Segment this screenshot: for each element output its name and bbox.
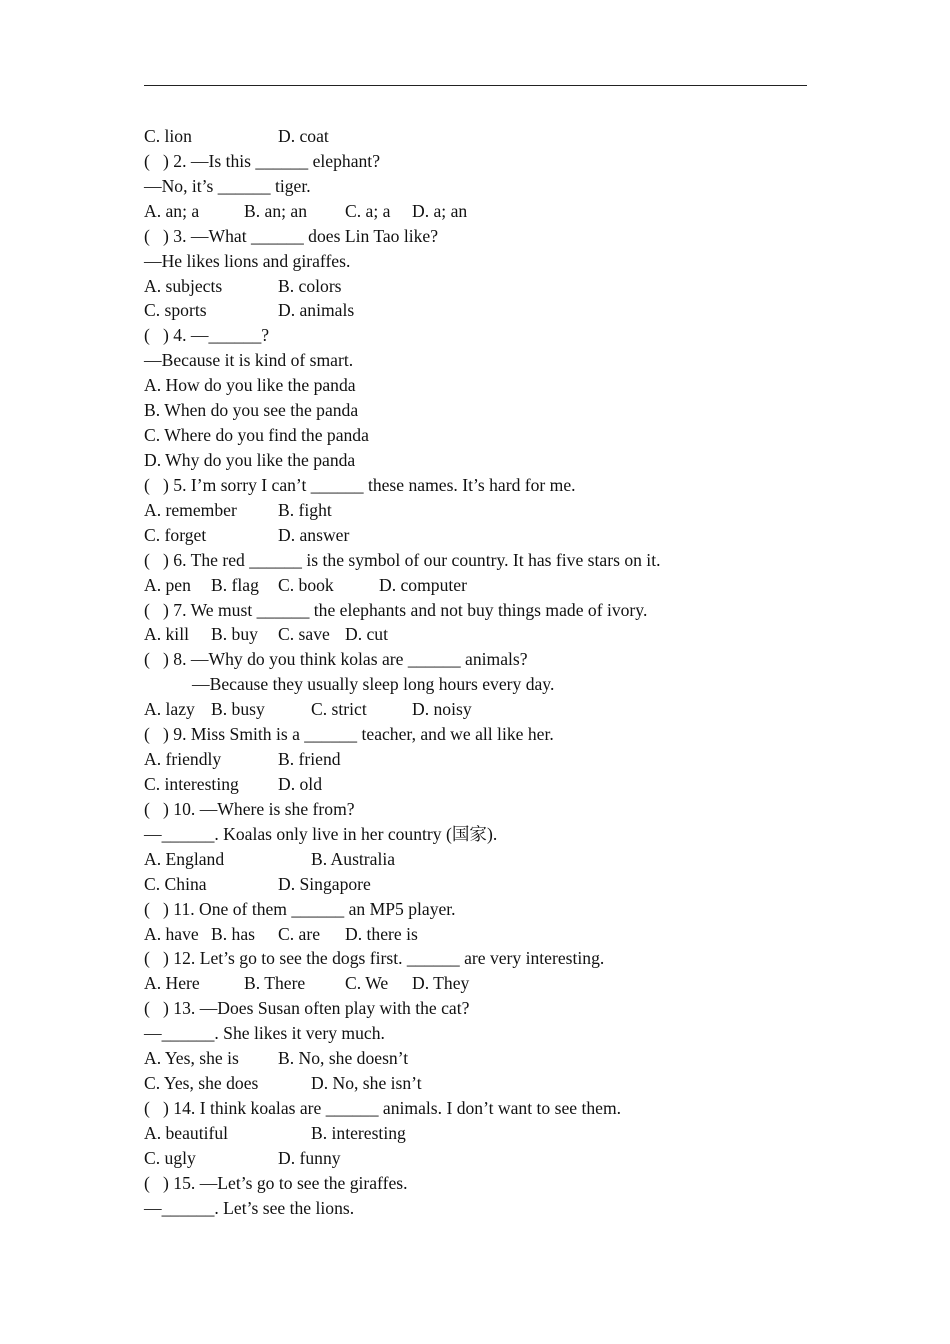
q4-reply-text: —Because it is kind of smart.: [144, 350, 354, 371]
q14-options-ab: [144, 1121, 844, 1146]
q2-stem: [144, 149, 844, 174]
q15-stem-text: ( ) 15. —Let’s go to see the giraffes.: [144, 1172, 408, 1193]
q10-stem: [144, 797, 844, 822]
q11-options-seg-2: B. has: [211, 923, 255, 944]
q15-reply: [144, 1196, 844, 1221]
q2-reply-text: —No, it’s ______ tiger.: [144, 175, 311, 196]
q10-reply: [144, 822, 844, 847]
q7-stem: [144, 598, 844, 623]
q15-reply-text: —______. Let’s see the lions.: [144, 1197, 355, 1218]
q5-options-ab-seg-1: A. remember: [144, 499, 237, 520]
q11-stem: [144, 897, 844, 922]
q7-options-seg-1: A. kill: [144, 624, 189, 645]
q14-stem: [144, 1096, 844, 1121]
q8-options-seg-3: C. strict: [311, 699, 367, 720]
q6-options-seg-2: B. flag: [211, 574, 259, 595]
q4-option-d: [144, 448, 844, 473]
q6-options-seg-3: C. book: [278, 574, 334, 595]
q2-stem-text: ( ) 2. —Is this ______ elephant?: [144, 150, 381, 171]
q13-options-cd-seg-2: D. No, she isn’t: [311, 1073, 422, 1094]
q3-options-cd: [144, 298, 844, 323]
q4-option-b-text: B. When do you see the panda: [144, 400, 359, 421]
q5-options-cd-seg-2: D. answer: [278, 524, 350, 545]
q13-options-cd-seg-1: C. Yes, she does: [144, 1073, 259, 1094]
q6-options-seg-1: A. pen: [144, 574, 191, 595]
q3-options-cd-seg-1: C. sports: [144, 300, 207, 321]
q15-stem: [144, 1171, 844, 1196]
q3-reply: [144, 249, 844, 274]
q8-options-seg-2: B. busy: [211, 699, 265, 720]
q6-stem: [144, 548, 844, 573]
q8-options-seg-1: A. lazy: [144, 699, 195, 720]
q14-stem-text: ( ) 14. I think koalas are ______ animals. I don’t want to see them.: [144, 1097, 622, 1118]
q8-options: [144, 697, 844, 722]
q1-options-cd-seg-1: C. lion: [144, 126, 192, 146]
q3-reply-text: —He likes lions and giraffes.: [144, 250, 351, 271]
q3-options-ab: [144, 274, 844, 299]
q11-options-seg-1: A. have: [144, 923, 199, 944]
q13-stem-text: ( ) 13. —Does Susan often play with the cat?: [144, 998, 470, 1019]
q12-stem-text: ( ) 12. Let’s go to see the dogs first. ______ are very interesting.: [144, 948, 605, 969]
q2-options-seg-2: B. an; an: [244, 200, 308, 221]
q2-reply: [144, 174, 844, 199]
q6-options: [144, 573, 844, 598]
q14-options-cd: [144, 1146, 844, 1171]
q4-option-a-text: A. How do you like the panda: [144, 375, 356, 396]
q4-stem: [144, 323, 844, 348]
q5-options-cd-seg-1: C. forget: [144, 524, 207, 545]
q14-options-ab-seg-1: A. beautiful: [144, 1122, 229, 1143]
q2-options-seg-1: A. an; a: [144, 200, 200, 221]
q8-reply: [144, 672, 844, 697]
q10-stem-text: ( ) 10. —Where is she from?: [144, 798, 355, 819]
q11-options-seg-4: D. there is: [345, 923, 418, 944]
q11-options: [144, 922, 844, 947]
q12-stem: [144, 946, 844, 971]
q7-options-seg-3: C. save: [278, 624, 330, 645]
q8-options-seg-4: D. noisy: [412, 699, 472, 720]
q7-options-seg-4: D. cut: [345, 624, 388, 645]
q9-stem-text: ( ) 9. Miss Smith is a ______ teacher, and we all like her.: [144, 724, 554, 745]
q9-options-cd-seg-2: D. old: [278, 773, 322, 794]
q12-options-seg-4: D. They: [412, 973, 470, 994]
q3-stem-text: ( ) 3. —What ______ does Lin Tao like?: [144, 225, 439, 246]
header-rule: [144, 85, 807, 86]
q2-options: [144, 199, 844, 224]
q2-options-seg-4: D. a; an: [412, 200, 468, 221]
q9-options-ab-seg-1: A. friendly: [144, 749, 222, 770]
q4-stem-text: ( ) 4. —______?: [144, 325, 270, 346]
q5-options-ab-seg-2: B. fight: [278, 499, 332, 520]
q8-stem-text: ( ) 8. —Why do you think kolas are ______ animals?: [144, 649, 528, 670]
q3-options-cd-seg-2: D. animals: [278, 300, 355, 321]
q13-options-ab-seg-2: B. No, she doesn’t: [278, 1048, 409, 1069]
q2-options-seg-3: C. a; a: [345, 200, 391, 221]
q9-stem: [144, 722, 844, 747]
q6-options-seg-4: D. computer: [379, 574, 467, 595]
q13-reply-text: —______. She likes it very much.: [144, 1023, 385, 1044]
q14-options-cd-seg-1: C. ugly: [144, 1147, 196, 1168]
q7-stem-text: ( ) 7. We must ______ the elephants and not buy things made of ivory.: [144, 599, 648, 620]
q6-stem-text: ( ) 6. The red ______ is the symbol of our country. It has five stars on it.: [144, 549, 661, 570]
q4-option-c-text: C. Where do you find the panda: [144, 425, 369, 446]
q9-options-cd: [144, 772, 844, 797]
q4-reply: [144, 348, 844, 373]
q13-options-ab-seg-1: A. Yes, she is: [144, 1048, 239, 1069]
q3-stem: [144, 224, 844, 249]
q10-options-ab: [144, 847, 844, 872]
q9-options-ab-seg-2: B. friend: [278, 749, 341, 770]
q5-options-ab: [144, 498, 844, 523]
q14-options-cd-seg-2: D. funny: [278, 1147, 341, 1168]
q7-options: [144, 622, 844, 647]
q4-option-a: [144, 373, 844, 398]
q12-options: [144, 971, 844, 996]
q10-options-cd-seg-1: C. China: [144, 873, 207, 894]
q1-options-cd-seg-2: D. coat: [278, 126, 329, 146]
q14-options-ab-seg-2: B. interesting: [311, 1122, 406, 1143]
q3-options-ab-seg-1: A. subjects: [144, 275, 223, 296]
q9-options-cd-seg-1: C. interesting: [144, 773, 239, 794]
q8-reply-text: —Because they usually sleep long hours every day.: [192, 674, 555, 695]
q13-options-ab: [144, 1046, 844, 1071]
q4-option-b: [144, 398, 844, 423]
q10-options-cd: [144, 872, 844, 897]
q11-stem-text: ( ) 11. One of them ______ an MP5 player.: [144, 898, 456, 919]
q12-options-seg-3: C. We: [345, 973, 389, 994]
q10-options-cd-seg-2: D. Singapore: [278, 873, 371, 894]
q12-options-seg-1: A. Here: [144, 973, 200, 994]
q4-option-d-text: D. Why do you like the panda: [144, 449, 356, 470]
q13-stem: [144, 996, 844, 1021]
q1-options-cd: [144, 124, 844, 149]
q5-stem-text: ( ) 5. I’m sorry I can’t ______ these names. It’s hard for me.: [144, 474, 576, 495]
exercise-content: [144, 124, 844, 1221]
q12-options-seg-2: B. There: [244, 973, 306, 994]
q5-stem: [144, 473, 844, 498]
q10-options-ab-seg-1: A. England: [144, 848, 225, 869]
q8-stem: [144, 647, 844, 672]
q13-reply: [144, 1021, 844, 1046]
q7-options-seg-2: B. buy: [211, 624, 258, 645]
q9-options-ab: [144, 747, 844, 772]
q10-reply-text: —______. Koalas only live in her country (国家).: [144, 823, 498, 844]
q4-option-c: [144, 423, 844, 448]
q10-options-ab-seg-2: B. Australia: [311, 848, 396, 869]
q13-options-cd: [144, 1071, 844, 1096]
q5-options-cd: [144, 523, 844, 548]
q11-options-seg-3: C. are: [278, 923, 321, 944]
q3-options-ab-seg-2: B. colors: [278, 275, 342, 296]
